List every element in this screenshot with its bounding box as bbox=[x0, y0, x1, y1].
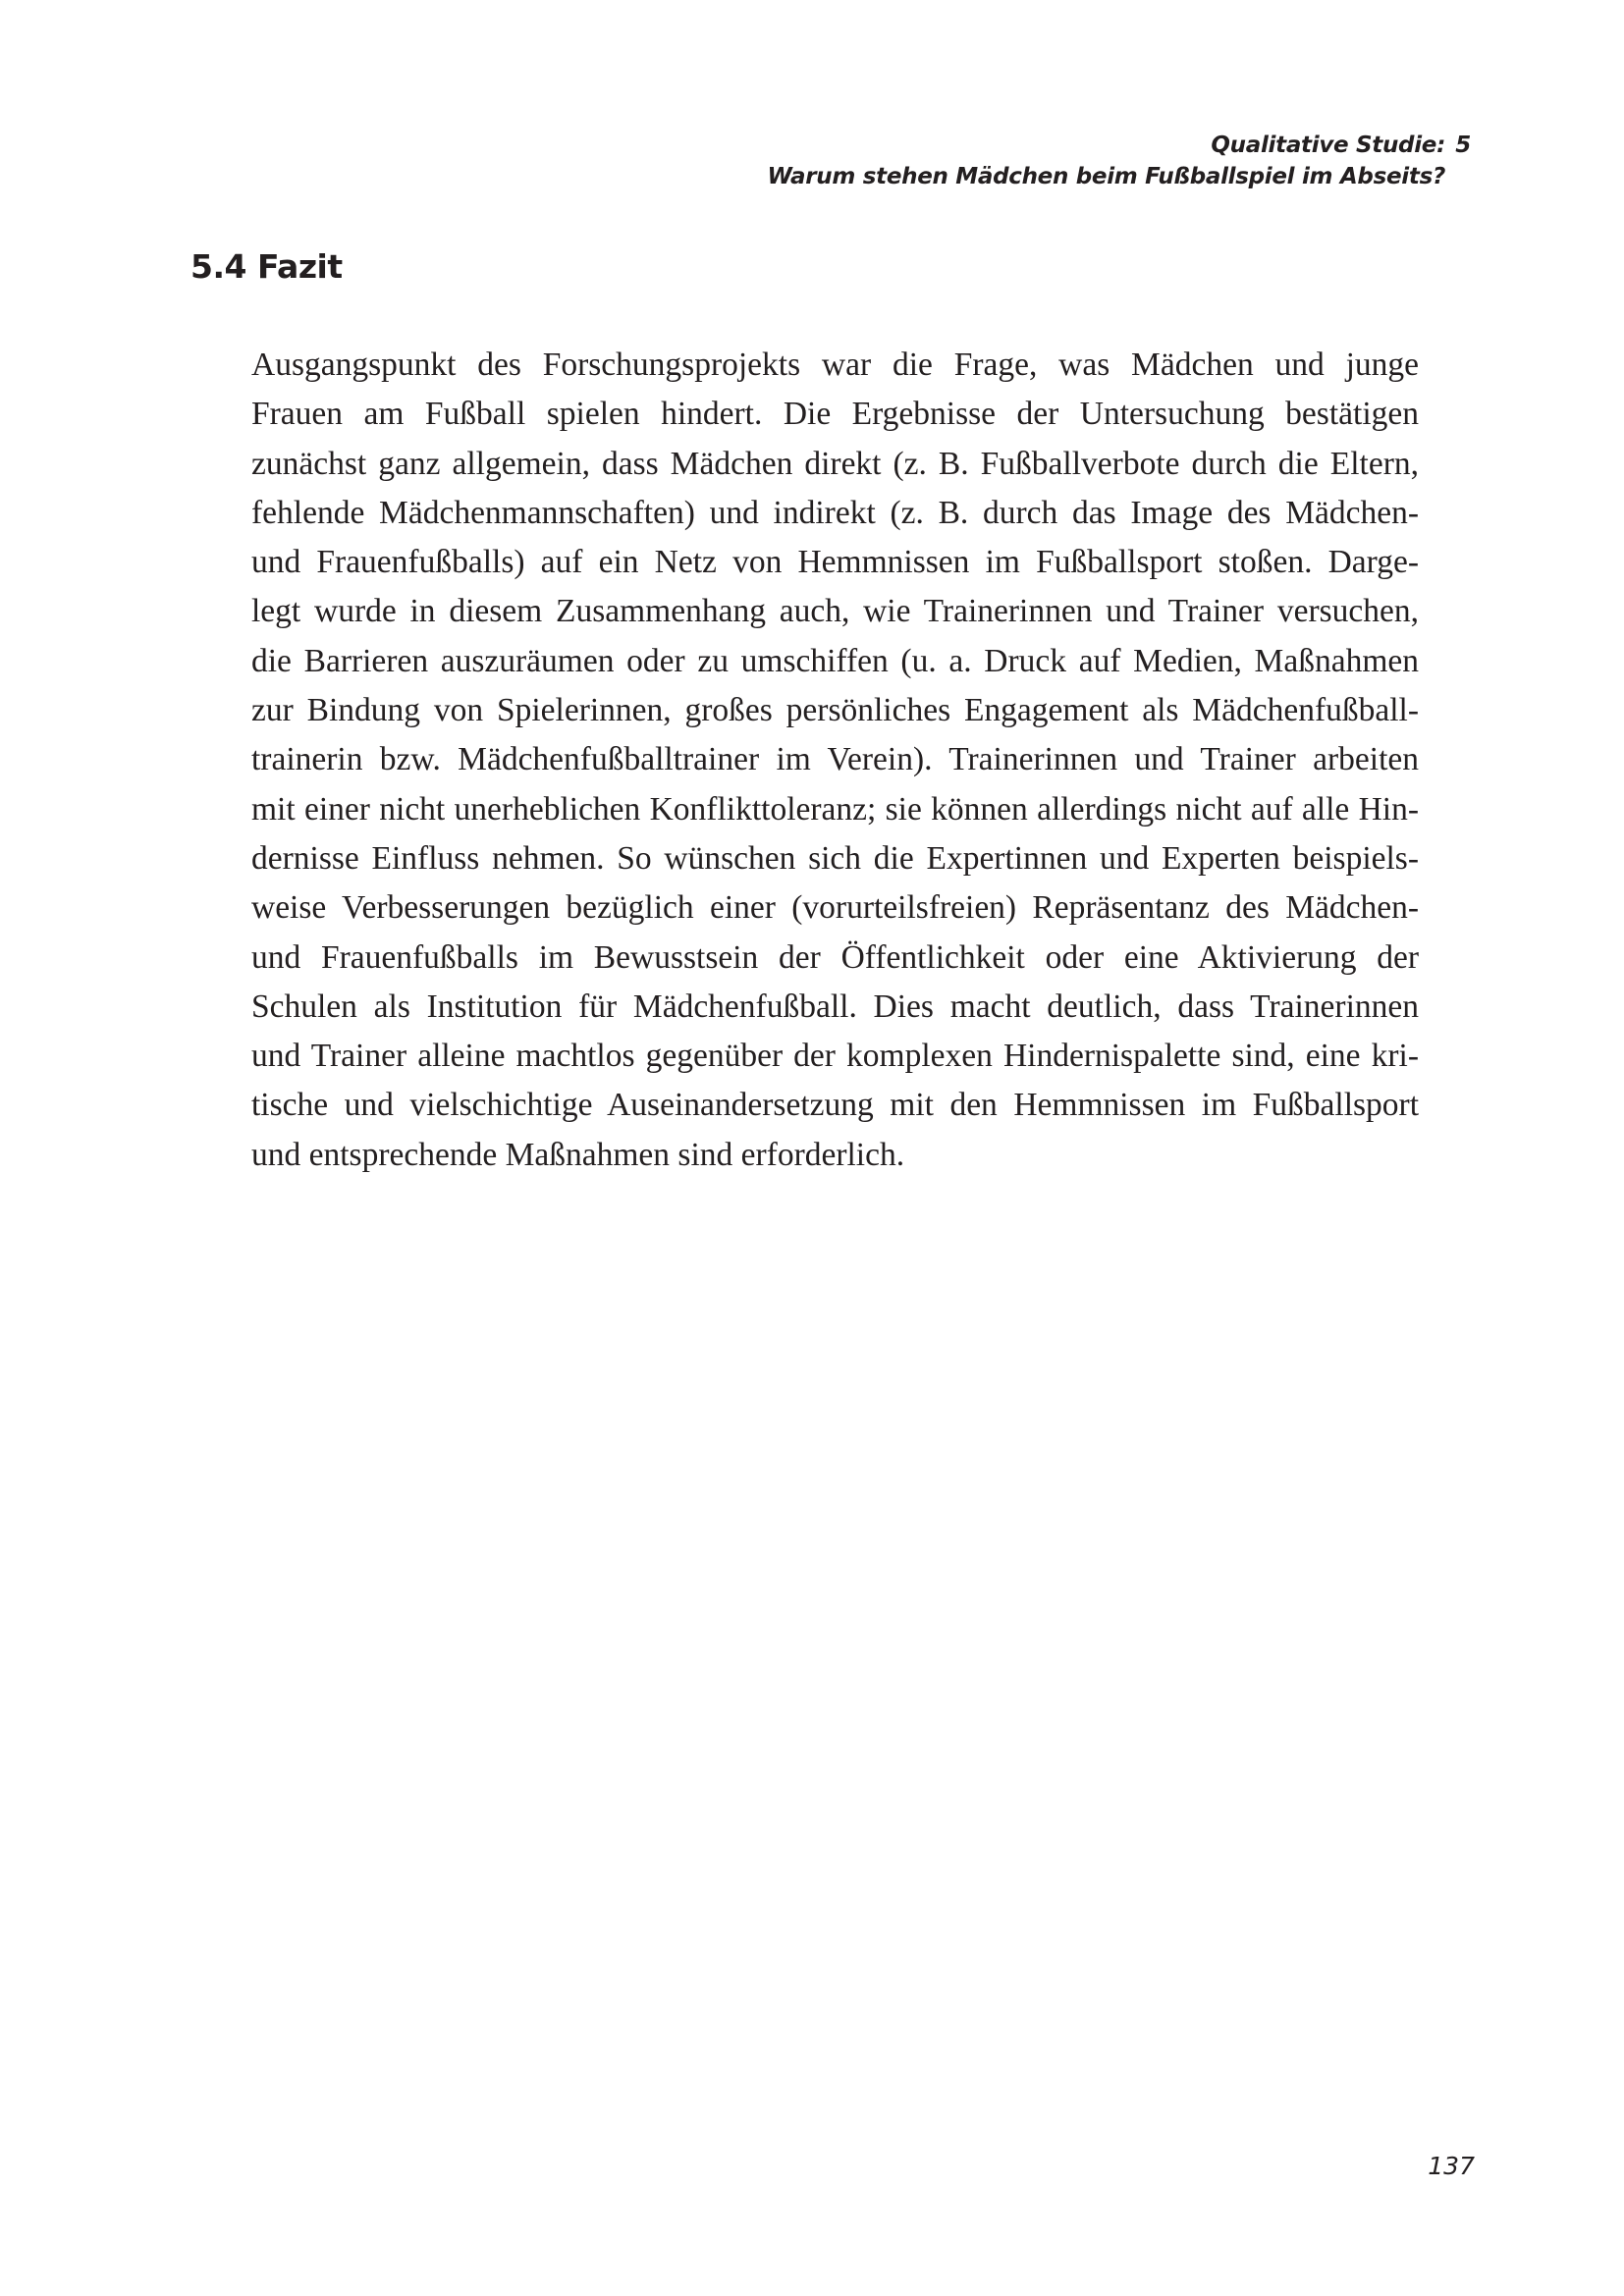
paragraph-line: und Trainer alleine machtlos gegenüber der komplexen Hindernispalette sind, eine kri- bbox=[251, 1038, 1419, 1075]
chapter-number: 5 bbox=[1455, 133, 1471, 158]
section-heading: 5.4 Fazit bbox=[190, 247, 343, 286]
paragraph-line: fehlende Mädchenmannschaften) und indirekt (z. B. durch das Image des Mädchen- bbox=[251, 494, 1419, 531]
paragraph-line: und Frauenfußballs) auf ein Netz von Hemmnissen im Fußballsport stoßen. Darge- bbox=[251, 544, 1419, 581]
paragraph-line: die Barrieren auszuräumen oder zu umschiffen (u. a. Druck auf Medien, Maßnahmen bbox=[251, 642, 1419, 679]
paragraph-line: zunächst ganz allgemein, dass Mädchen direkt (z. B. Fußballverbote durch die Eltern, bbox=[251, 445, 1419, 482]
chapter-title: Qualitative Studie: bbox=[1211, 133, 1445, 158]
running-head-chapter-row bbox=[768, 130, 1471, 161]
paragraph-line: legt wurde in diesem Zusammenhang auch, wie Trainerinnen und Trainer versuchen, bbox=[251, 593, 1419, 630]
paragraph-line: Frauen am Fußball spielen hindert. Die Ergebnisse der Untersuchung bestätigen bbox=[251, 396, 1419, 433]
page-number: 137 bbox=[1428, 2152, 1475, 2180]
paragraph-line: mit einer nicht unerheblichen Konflikttoleranz; sie können allerdings nicht auf alle Hin- bbox=[251, 790, 1419, 828]
paragraph-line: dernisse Einfluss nehmen. So wünschen sich die Expertinnen und Experten beispiels- bbox=[251, 839, 1419, 877]
paragraph-line: weise Verbesserungen bezüglich einer (vorurteilsfreien) Repräsentanz des Mädchen- bbox=[251, 889, 1419, 927]
paragraph-line: trainerin bzw. Mädchenfußballtrainer im Verein). Trainerinnen und Trainer arbeiten bbox=[251, 741, 1419, 778]
body-paragraph bbox=[251, 341, 1419, 1180]
paragraph-line: tische und vielschichtige Auseinandersetzung mit den Hemmnissen im Fußballsport bbox=[251, 1087, 1419, 1124]
paragraph-line: Ausgangspunkt des Forschungsprojekts war die Frage, was Mädchen und junge bbox=[251, 347, 1419, 383]
running-head bbox=[768, 130, 1471, 192]
paragraph-line: Schulen als Institution für Mädchenfußball. Dies macht deutlich, dass Trainerinnen bbox=[251, 988, 1419, 1025]
paragraph-line: und Frauenfußballs im Bewusstsein der Öffentlichkeit oder eine Aktivierung der bbox=[251, 938, 1419, 976]
chapter-subtitle: Warum stehen Mädchen beim Fußballspiel im Abseits? bbox=[767, 164, 1445, 189]
paragraph-line: und entsprechende Maßnahmen sind erforderlich. bbox=[251, 1136, 905, 1173]
paragraph-line: zur Bindung von Spielerinnen, großes persönliches Engagement als Mädchenfußball- bbox=[251, 692, 1419, 729]
